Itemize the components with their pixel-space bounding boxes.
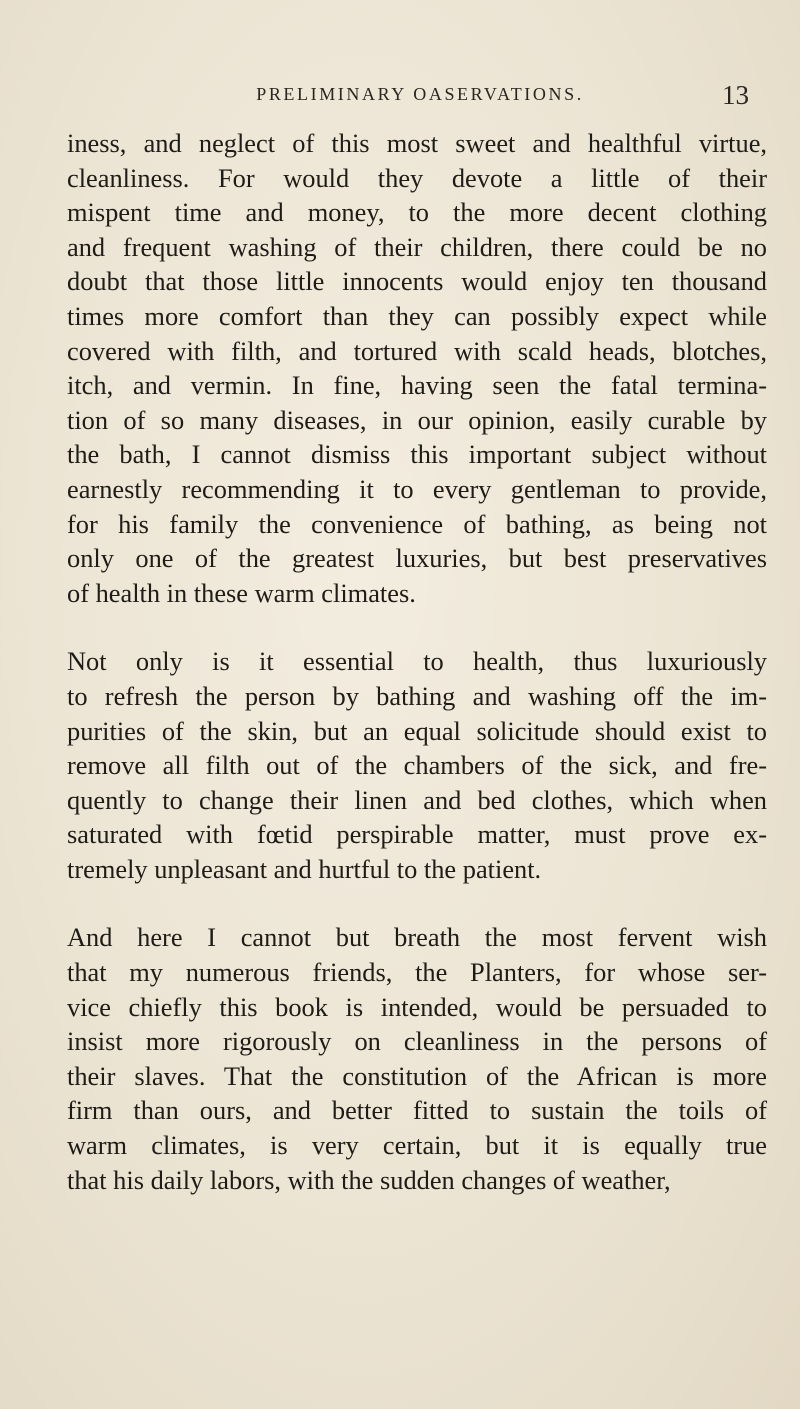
text-line: itch, and vermin. In fine, having seen the fatal termina- <box>67 370 767 401</box>
text-line: iness, and neglect of this most sweet and healthful virtue, <box>67 128 767 158</box>
text-line: only one of the greatest luxuries, but best preservatives <box>67 543 767 574</box>
body-text <box>67 126 767 1197</box>
text-line: times more comfort than they can possibly expect while <box>67 300 767 331</box>
text-line: doubt that those little innocents would enjoy ten thousand <box>67 266 767 297</box>
text-line: earnestly recommending it to every gentleman to provide, <box>67 473 767 504</box>
text-line: vice chiefly this book is intended, would be persuaded to <box>67 991 767 1022</box>
paragraph-1 <box>67 126 767 610</box>
text-line: that his daily labors, with the sudden changes of weather, <box>67 1164 671 1195</box>
paragraph-2 <box>67 644 767 886</box>
page-number: 13 <box>722 80 749 110</box>
text-line: Not only is it essential to health, thus luxuriously <box>67 646 767 677</box>
text-line: quently to change their linen and bed clothes, which when <box>67 784 767 815</box>
text-line: covered with filth, and tortured with scald heads, blotches, <box>67 335 767 366</box>
text-line: insist more rigorously on cleanliness in the persons of <box>67 1026 767 1057</box>
paragraph-3 <box>67 920 767 1197</box>
text-line: tremely unpleasant and hurtful to the patient. <box>67 853 542 884</box>
text-line: tion of so many diseases, in our opinion, easily curable by <box>67 404 767 435</box>
text-line: the bath, I cannot dismiss this important subject without <box>67 439 767 470</box>
text-line: their slaves. That the constitution of the African is more <box>67 1060 767 1091</box>
running-title: PRELIMINARY OASERVATIONS. <box>256 84 584 104</box>
running-head <box>0 80 800 114</box>
text-line: purities of the skin, but an equal solicitude should exist to <box>67 715 767 746</box>
text-line: firm than ours, and better fitted to sustain the toils of <box>67 1095 767 1126</box>
text-line: warm climates, is very certain, but it is equally true <box>67 1130 767 1161</box>
text-line: saturated with fœtid perspirable matter, must prove ex- <box>67 819 767 850</box>
text-line: of health in these warm climates. <box>67 577 416 608</box>
text-line: that my numerous friends, the Planters, for whose ser- <box>67 957 767 988</box>
text-line: remove all filth out of the chambers of the sick, and fre- <box>67 750 767 781</box>
text-line: to refresh the person by bathing and washing off the im- <box>67 680 767 711</box>
text-line: and frequent washing of their children, there could be no <box>67 231 767 262</box>
text-line: for his family the convenience of bathing, as being not <box>67 508 767 539</box>
text-line: cleanliness. For would they devote a little of their <box>67 162 767 193</box>
text-line: And here I cannot but breath the most fervent wish <box>67 922 767 953</box>
text-line: mispent time and money, to the more decent clothing <box>67 197 767 228</box>
